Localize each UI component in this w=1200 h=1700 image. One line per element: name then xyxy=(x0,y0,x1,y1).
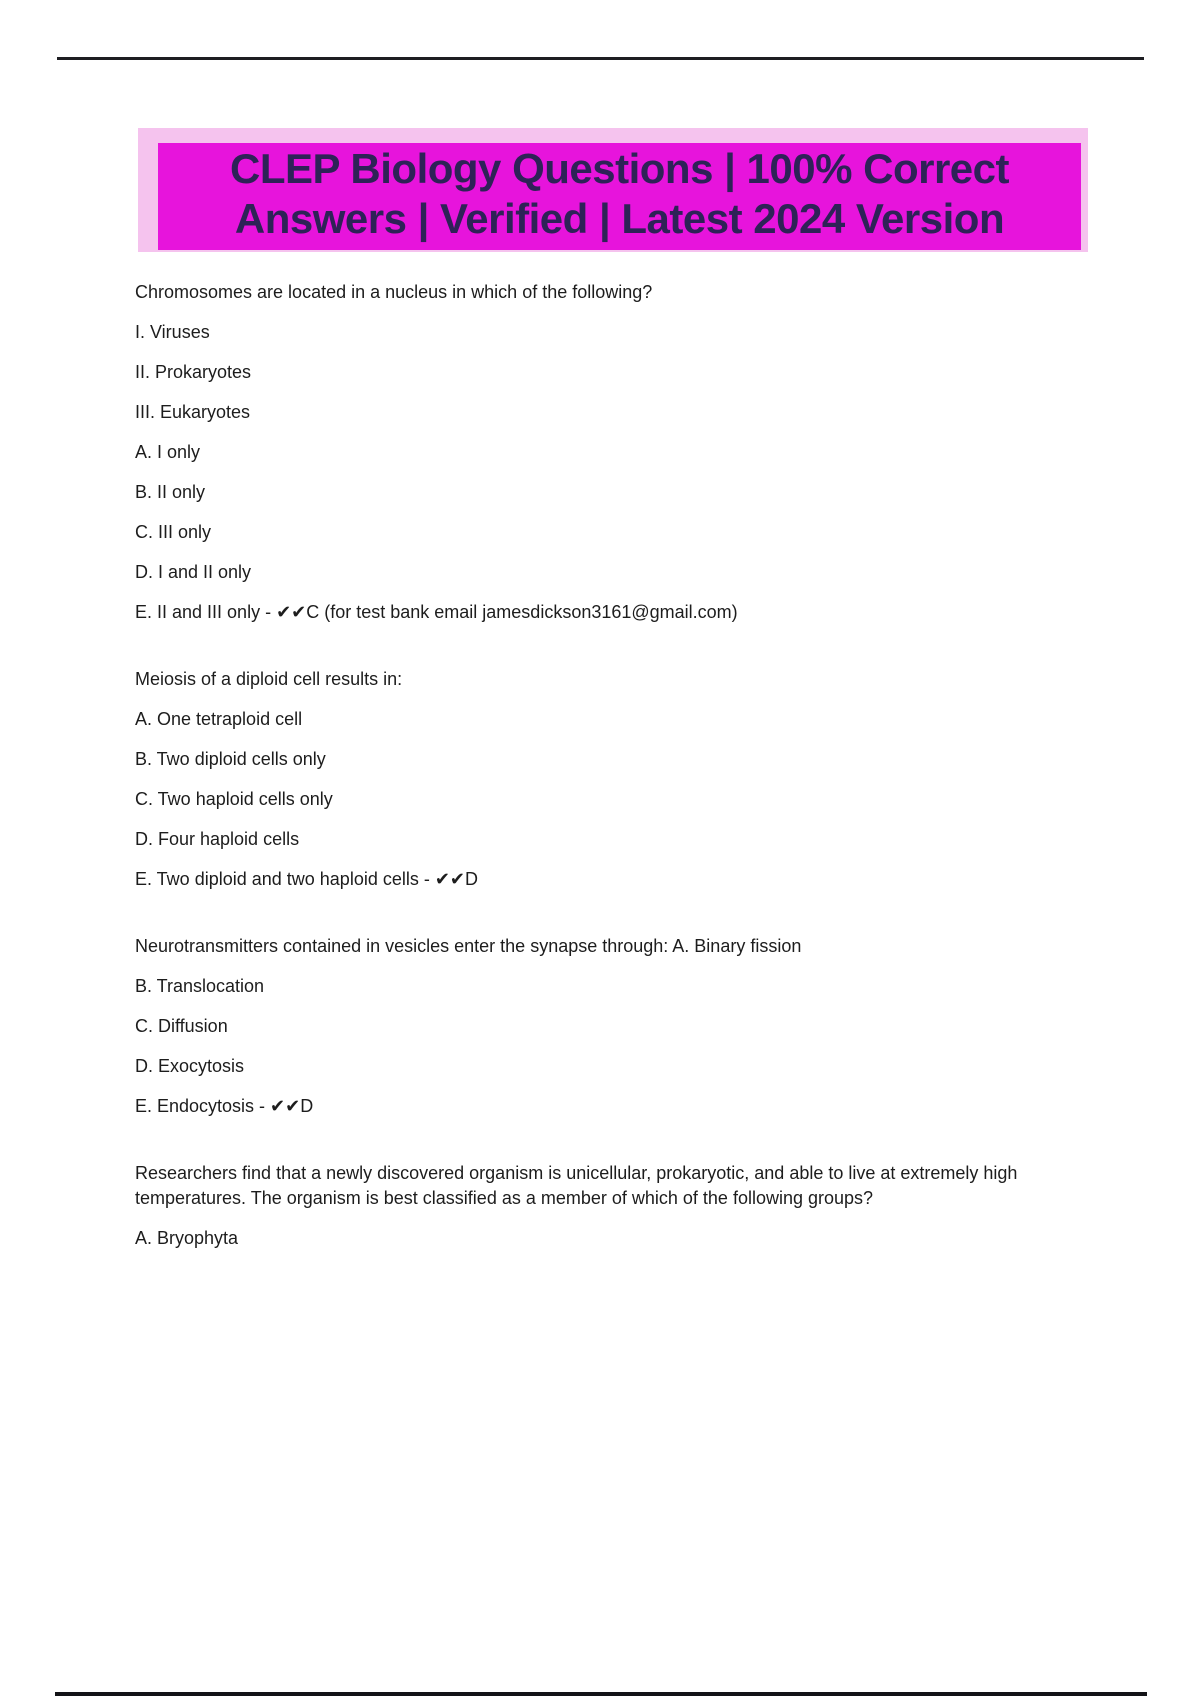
title-line-1: CLEP Biology Questions | 100% Correct xyxy=(229,145,1009,192)
text-line: E. Endocytosis - ✔✔D xyxy=(135,1096,314,1116)
text-line: I. Viruses xyxy=(135,322,210,342)
text-line: A. I only xyxy=(135,442,201,462)
text-line: A. One tetraploid cell xyxy=(135,709,303,729)
text-line: E. Two diploid and two haploid cells - ✔✔D xyxy=(135,869,479,889)
text-line: Neurotransmitters contained in vesicles enter the synapse through: A. Binary fission xyxy=(135,936,802,956)
bottom-divider xyxy=(55,1692,1147,1696)
questions xyxy=(135,280,1100,1293)
text-line: A. Bryophyta xyxy=(135,1228,239,1248)
title-line-2: Answers | Verified | Latest 2024 Version xyxy=(234,195,1005,242)
text-line: Chromosomes are located in a nucleus in which of the following? xyxy=(135,282,653,302)
question-block xyxy=(135,667,1100,892)
text-line: Meiosis of a diploid cell results in: xyxy=(135,669,403,689)
text-line: C. Two haploid cells only xyxy=(135,789,333,809)
top-divider xyxy=(57,57,1144,60)
text-line: D. Four haploid cells xyxy=(135,829,300,849)
text-line: E. II and III only - ✔✔C (for test bank email jamesdickson3161@gmail.com) xyxy=(135,602,738,622)
text-line: II. Prokaryotes xyxy=(135,362,252,382)
question-block xyxy=(135,1161,1100,1251)
question-block xyxy=(135,280,1100,625)
text-line: B. II only xyxy=(135,482,206,502)
text-line: B. Translocation xyxy=(135,976,265,996)
text-line: B. Two diploid cells only xyxy=(135,749,326,769)
text-line: III. Eukaryotes xyxy=(135,402,251,422)
question-block xyxy=(135,934,1100,1119)
text-line: D. I and II only xyxy=(135,562,252,582)
text-line: C. III only xyxy=(135,522,212,542)
text-line: Researchers find that a newly discovered organism is unicellular, prokaryotic, and able to live at extremely high temperatures. The organism is best classified as a member of which of the following groups? xyxy=(135,1163,1018,1208)
document-title xyxy=(158,143,1081,250)
text-line: D. Exocytosis xyxy=(135,1056,245,1076)
title-highlight-halo xyxy=(138,128,1088,252)
text-line: C. Diffusion xyxy=(135,1016,228,1036)
